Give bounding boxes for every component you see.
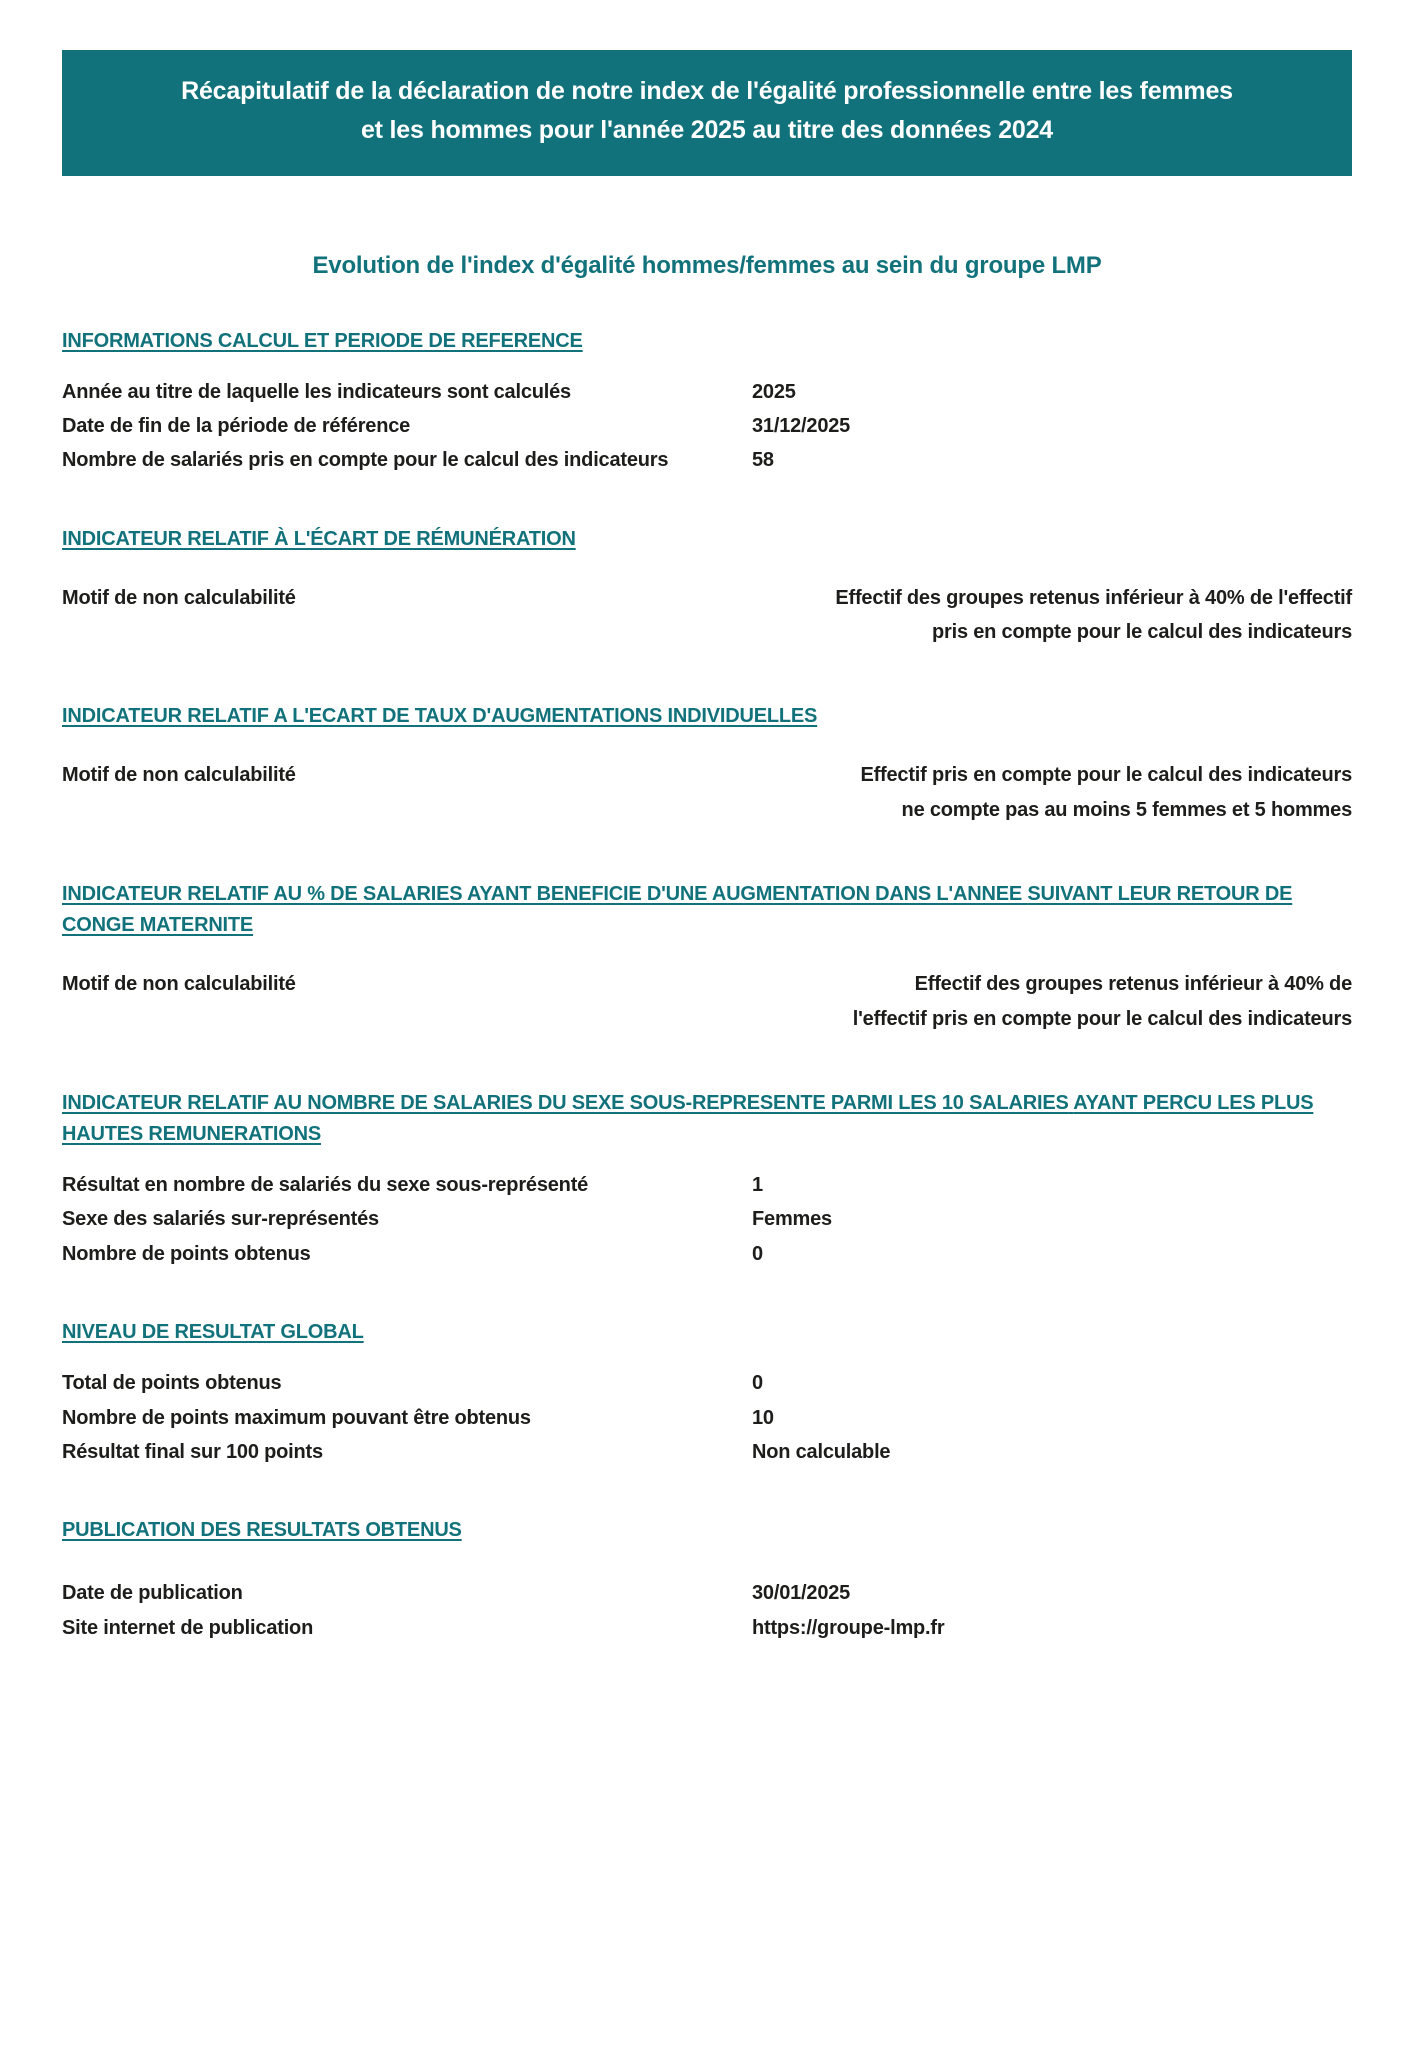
publication-website-link[interactable]: https://groupe-lmp.fr: [752, 1616, 945, 1639]
informations-rows: [62, 375, 1352, 478]
section-heading-informations: INFORMATIONS CALCUL ET PERIODE DE REFERENCE: [62, 329, 583, 352]
row-label: Année au titre de laquelle les indicateurs sont calculés: [62, 380, 571, 403]
row-label: Motif de non calculabilité: [62, 973, 296, 996]
banner-line-2: et les hommes pour l'année 2025 au titre des données 2024: [360, 115, 1054, 144]
table-row: [62, 1611, 1352, 1645]
row-value: [482, 581, 1352, 650]
page-subtitle: Evolution de l'index d'égalité hommes/femmes au sein du groupe LMP: [312, 251, 1102, 279]
section-heading-resultat-global: NIVEAU DE RESULTAT GLOBAL: [62, 1321, 364, 1344]
row-value: 31/12/2025: [752, 414, 851, 437]
hautes-remunerations-rows: [62, 1168, 1352, 1271]
table-row: [62, 1576, 1352, 1610]
heading-line-1: INDICATEUR RELATIF AU % DE SALARIES AYANT BENEFICIE D'UNE AUGMENTATION DANS L'ANNEE: [62, 883, 1022, 906]
table-row: [62, 1401, 1352, 1435]
row-value: 10: [752, 1406, 774, 1429]
row-label: Motif de non calculabilité: [62, 764, 296, 787]
banner-line-1: Récapitulatif de la déclaration de notre index de l'égalité professionnelle entre les femmes: [181, 77, 1233, 105]
row-label: Nombre de salariés pris en compte pour le calcul des indicateurs: [62, 449, 669, 472]
row-label: Motif de non calculabilité: [62, 586, 296, 609]
section-heading-ecart-remuneration: INDICATEUR RELATIF À L'ÉCART DE RÉMUNÉRATION: [62, 527, 576, 550]
row-value: 0: [752, 1242, 763, 1265]
reason-line-1: Effectif des groupes retenus inférieur à 40% de: [914, 973, 1352, 996]
section-heading-conge-maternite: [62, 879, 1352, 941]
augmentations-non-calculable: [62, 758, 1352, 827]
table-row: [62, 1202, 1352, 1236]
row-value: 58: [752, 449, 774, 472]
row-value: 1: [752, 1174, 763, 1197]
heading-line-2: SUIVANT LEUR RETOUR DE CONGE MATERNITE: [62, 883, 1293, 937]
row-label: Total de points obtenus: [62, 1372, 282, 1395]
row-label: Site internet de publication: [62, 1616, 314, 1639]
reason-line-1: Effectif pris en compte pour le calcul des indicateurs: [860, 764, 1352, 787]
reason-line-2: l'effectif pris en compte pour le calcul des indicateurs: [852, 1007, 1352, 1030]
table-row: [62, 375, 1352, 409]
row-value: Femmes: [752, 1208, 832, 1231]
table-row: [62, 409, 1352, 443]
conge-maternite-non-calculable: [62, 967, 1352, 1036]
heading-line-1: INDICATEUR RELATIF AU NOMBRE DE SALARIES DU SEXE SOUS-REPRESENTE PARMI LES 10 SALARIES: [62, 1092, 1069, 1115]
table-row: [62, 1237, 1352, 1271]
section-heading-augmentations: INDICATEUR RELATIF A L'ECART DE TAUX D'AUGMENTATIONS INDIVIDUELLES: [62, 705, 818, 728]
resultat-global-rows: [62, 1366, 1352, 1469]
heading-line-2: AYANT PERCU LES PLUS HAUTES REMUNERATIONS: [62, 1092, 1314, 1146]
row-label: Nombre de points maximum pouvant être obtenus: [62, 1406, 531, 1429]
row-label: Nombre de points obtenus: [62, 1242, 311, 1265]
table-row: [62, 1168, 1352, 1202]
row-label: Résultat en nombre de salariés du sexe sous-représenté: [62, 1174, 589, 1197]
row-value: 30/01/2025: [752, 1582, 851, 1605]
table-row: [62, 1366, 1352, 1400]
reason-line-2: ne compte pas au moins 5 femmes et 5 hommes: [901, 798, 1352, 821]
row-label: Sexe des salariés sur-représentés: [62, 1208, 379, 1231]
row-value: [482, 967, 1352, 1036]
row-label: Date de publication: [62, 1582, 243, 1605]
document-content: [0, 326, 1414, 1646]
document-banner: [62, 50, 1352, 176]
publication-rows: [62, 1576, 1352, 1645]
section-heading-publication: PUBLICATION DES RESULTATS OBTENUS: [62, 1519, 462, 1542]
reason-line-1: Effectif des groupes retenus inférieur à 40% de l'effectif: [835, 586, 1352, 609]
row-value: 2025: [752, 380, 796, 403]
section-heading-hautes-remunerations: [62, 1088, 1352, 1150]
table-row: [62, 1435, 1352, 1469]
row-value: 0: [752, 1372, 763, 1395]
reason-line-2: pris en compte pour le calcul des indicateurs: [931, 621, 1352, 644]
table-row: [62, 443, 1352, 477]
ecart-remuneration-non-calculable: [62, 581, 1352, 650]
document-page: [0, 50, 1414, 2050]
row-value: [482, 758, 1352, 827]
row-label: Date de fin de la période de référence: [62, 414, 411, 437]
row-label: Résultat final sur 100 points: [62, 1440, 323, 1463]
row-value: Non calculable: [752, 1440, 891, 1463]
